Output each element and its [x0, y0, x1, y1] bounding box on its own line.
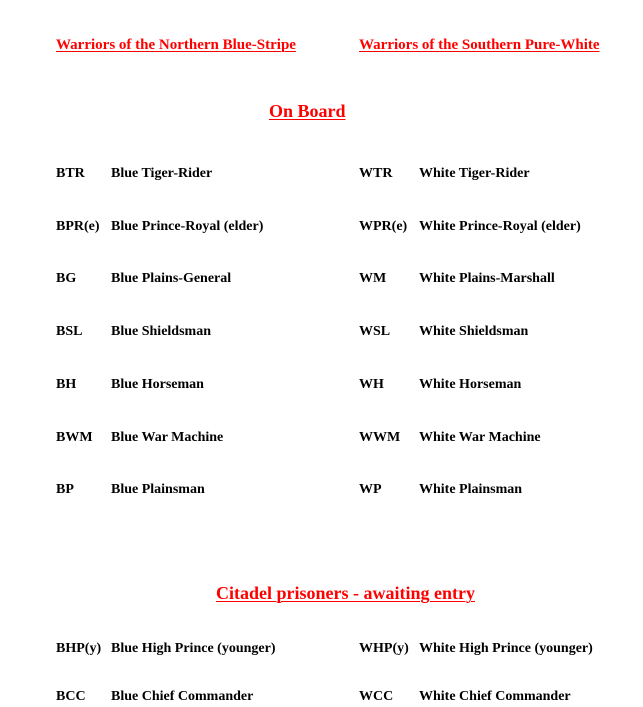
piece-abbreviation: BPR(e) — [56, 219, 100, 234]
piece-abbreviation: BHP(y) — [56, 641, 102, 656]
piece-abbreviation: WTR — [359, 166, 393, 181]
piece-abbreviation: BP — [56, 482, 74, 497]
piece-name: White Plainsman — [419, 482, 523, 497]
piece-abbreviation: BTR — [56, 166, 85, 181]
piece-abbreviation: WWM — [359, 430, 401, 445]
piece-name: White High Prince (younger) — [419, 641, 593, 656]
piece-name: White War Machine — [419, 430, 541, 445]
piece-name: Blue Plainsman — [111, 482, 205, 497]
citadel-title: Citadel prisoners - awaiting entry — [216, 583, 475, 603]
piece-abbreviation: BWM — [56, 430, 93, 445]
piece-name: Blue Shieldsman — [111, 324, 211, 339]
piece-abbreviation: WH — [359, 377, 384, 392]
piece-name: White Chief Commander — [419, 689, 571, 704]
piece-name: Blue War Machine — [111, 430, 224, 445]
piece-name: White Horseman — [419, 377, 522, 392]
north-column-title: Warriors of the Northern Blue-Stripe — [56, 37, 296, 53]
piece-name: White Plains-Marshall — [419, 271, 555, 286]
piece-abbreviation: WM — [359, 271, 387, 286]
piece-name: Blue Tiger-Rider — [111, 166, 213, 181]
piece-abbreviation: WPR(e) — [359, 219, 408, 234]
piece-name: Blue High Prince (younger) — [111, 641, 276, 656]
piece-name: Blue Plains-General — [111, 271, 232, 286]
piece-name: White Tiger-Rider — [419, 166, 530, 181]
piece-name: Blue Horseman — [111, 377, 204, 392]
piece-abbreviation: BG — [56, 271, 77, 286]
piece-name: Blue Chief Commander — [111, 689, 254, 704]
piece-abbreviation: BH — [56, 377, 77, 392]
piece-abbreviation: WCC — [359, 689, 394, 704]
piece-name: Blue Prince-Royal (elder) — [111, 219, 264, 234]
piece-name: White Prince-Royal (elder) — [419, 219, 581, 234]
piece-abbreviation: BSL — [56, 324, 83, 339]
south-column-title: Warriors of the Southern Pure-White — [359, 37, 600, 53]
piece-abbreviation: BCC — [56, 689, 86, 704]
piece-abbreviation: WP — [359, 482, 382, 497]
on-board-title: On Board — [269, 101, 346, 121]
piece-name: White Shieldsman — [419, 324, 529, 339]
piece-abbreviation: WHP(y) — [359, 641, 409, 656]
piece-abbreviation: WSL — [359, 324, 391, 339]
